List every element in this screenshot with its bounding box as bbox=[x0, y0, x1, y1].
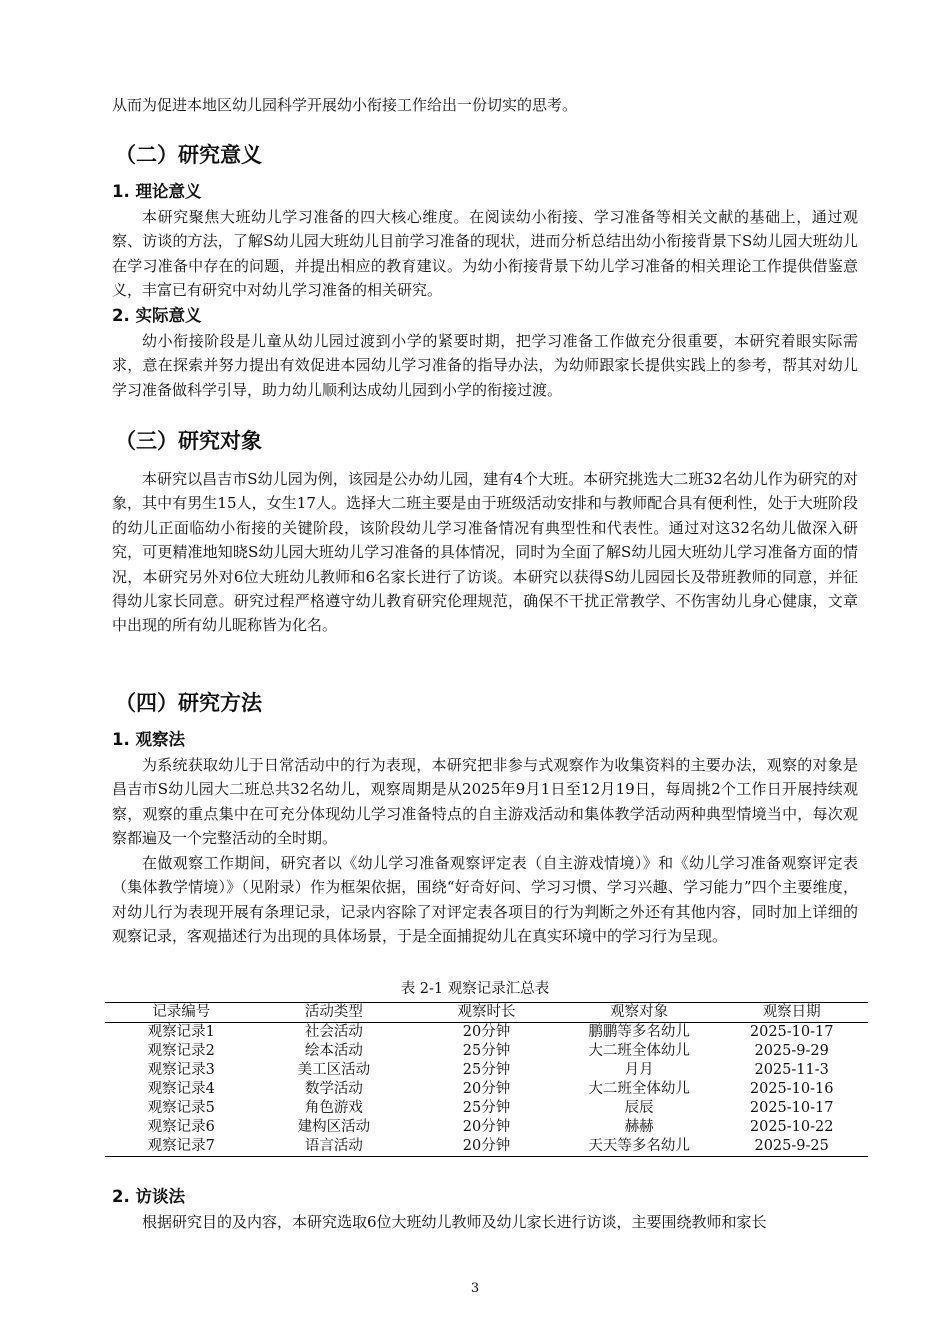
table-row bbox=[105, 1137, 868, 1157]
table-cell: 月月 bbox=[624, 1062, 654, 1078]
object-paragraph: 本研究以昌吉市S幼儿园为例，该园是公办幼儿园，建有4个大班。本研究挑选大二班32名幼儿作为研究的对象，其中有男生15人，女生17人。选择大二班主要是由于班级活动安排和与教师配合具有便利性，处于大班阶段的幼儿正面临幼小衔接的关键阶段，该阶段幼儿学习准备情况有典型性和代表性。通过对这32名幼儿做深入研究，可更精准地知晓S幼儿园大班幼儿学习准备的具体情况，同时为全面了解S幼儿园大班幼儿学习准备方面的情况，本研究另外对6位大班幼儿教师和6名家长进行了访谈。本研究以获得S幼儿园园长及带班教师的同意，并征得幼儿家长同意。研究过程严格遵守幼儿教育研究伦理规范，确保不干扰正常教学、不伤害幼儿身心健康，文章中出现的所有幼儿昵称皆为化名。 bbox=[112, 470, 858, 635]
observation-summary-table bbox=[105, 1002, 868, 1157]
column-header: 活动类型 bbox=[304, 1004, 363, 1020]
table-cell: 2025-10-17 bbox=[749, 1024, 834, 1040]
table-cell: 观察记录7 bbox=[147, 1138, 215, 1154]
table-cell: 观察记录1 bbox=[147, 1024, 215, 1040]
section-heading-object: （三）研究对象 bbox=[115, 429, 262, 453]
table-cell: 观察记录6 bbox=[147, 1119, 215, 1135]
table-cell: 25分钟 bbox=[462, 1062, 511, 1078]
table-cell: 辰辰 bbox=[624, 1100, 654, 1116]
subheading-practice: 2. 实际意义 bbox=[112, 306, 202, 325]
subheading-theory: 1. 理论意义 bbox=[112, 182, 202, 201]
table-row bbox=[105, 1023, 868, 1043]
column-header: 观察对象 bbox=[610, 1004, 669, 1020]
table-cell: 25分钟 bbox=[462, 1100, 511, 1116]
table-cell: 大二班全体幼儿 bbox=[588, 1043, 690, 1059]
page-number: 3 bbox=[470, 1281, 480, 1296]
table-cell: 角色游戏 bbox=[304, 1100, 363, 1116]
table-cell: 观察记录4 bbox=[147, 1081, 215, 1097]
table-caption: 表 2-1 观察记录汇总表 bbox=[400, 981, 550, 997]
table-cell: 2025-10-22 bbox=[749, 1119, 834, 1135]
table-cell: 2025-10-16 bbox=[749, 1081, 834, 1097]
table-row bbox=[105, 1042, 868, 1061]
table-cell: 2025-9-25 bbox=[754, 1138, 829, 1154]
interview-paragraph: 根据研究目的及内容，本研究选取6位大班幼儿教师及幼儿家长进行访谈，主要围绕教师和家长 bbox=[142, 1213, 767, 1231]
table-cell: 赫赫 bbox=[624, 1119, 654, 1135]
table-cell: 建构区活动 bbox=[297, 1119, 371, 1135]
table-cell: 2025-9-29 bbox=[754, 1043, 829, 1059]
table-cell: 鹏鹏等多名幼儿 bbox=[588, 1024, 690, 1040]
section-heading-significance: （二）研究意义 bbox=[115, 143, 262, 167]
observation-paragraph-1: 为系统获取幼儿于日常活动中的行为表现，本研究把非参与式观察作为收集资料的主要办法，观察的对象是昌吉市S幼儿园大二班总共32名幼儿，观察周期是从2025年9月1日至12月19日，每周挑2个工作日开展持续观察，观察的重点集中在可充分体现幼儿学习准备特点的自主游戏活动和集体教学活动两种典型情境当中，每次观察都遍及一个完整活动的全时期。 bbox=[112, 756, 858, 848]
table-row bbox=[105, 1118, 868, 1137]
table-cell: 20分钟 bbox=[462, 1138, 511, 1154]
observation-paragraph-2: 在做观察工作期间，研究者以《幼儿学习准备观察评定表（自主游戏情境）》和《幼儿学习准备观察评定表（集体教学情境）》（见附录）作为框架依据，围绕“好奇好问、学习习惯、学习兴趣、学习能力”四个主要维度，对幼儿行为表现开展有条理记录，记录内容除了对评定表各项目的行为判断之外还有其他内容，同时加上详细的观察记录，客观描述行为出现的具体场景，于是全面捕捉幼儿在真实环境中的学习行为呈现。 bbox=[112, 854, 858, 946]
intro-paragraph: 从而为促进本地区幼儿园科学开展幼小衔接工作给出一份切实的思考。 bbox=[112, 96, 578, 114]
column-header: 记录编号 bbox=[152, 1004, 211, 1020]
section-heading-method: （四）研究方法 bbox=[115, 691, 262, 715]
table-cell: 20分钟 bbox=[462, 1081, 511, 1097]
table-cell: 2025-10-17 bbox=[749, 1100, 834, 1116]
column-header: 观察时长 bbox=[457, 1004, 516, 1020]
table-cell: 25分钟 bbox=[462, 1043, 511, 1059]
table-cell: 数学活动 bbox=[304, 1081, 363, 1097]
theory-paragraph: 本研究聚焦大班幼儿学习准备的四大核心维度。在阅读幼小衔接、学习准备等相关文献的基础上，通过观察、访谈的方法，了解S幼儿园大班幼儿目前学习准备的现状，进而分析总结出幼小衔接背景下S幼儿园大班幼儿在学习准备中存在的问题，并提出相应的教育建议。为幼小衔接背景下幼儿学习准备的相关理论工作提供借鉴意义，丰富已有研究中对幼儿学习准备的相关研究。 bbox=[112, 208, 858, 300]
practice-paragraph: 幼小衔接阶段是儿童从幼儿园过渡到小学的紧要时期，把学习准备工作做充分很重要，本研究着眼实际需求，意在探索并努力提出有效促进本园幼儿学习准备的指导办法，为幼师跟家长提供实践上的参考，帮其对幼儿学习准备做科学引导，助力幼儿顺利达成幼儿园到小学的衔接过渡。 bbox=[112, 332, 858, 399]
table-header-row bbox=[105, 1003, 868, 1023]
table-cell: 社会活动 bbox=[304, 1024, 363, 1040]
subheading-observation: 1. 观察法 bbox=[112, 730, 185, 749]
table-cell: 观察记录2 bbox=[147, 1043, 215, 1059]
table-cell: 美工区活动 bbox=[297, 1062, 371, 1078]
table-cell: 观察记录3 bbox=[147, 1062, 215, 1078]
column-header: 观察日期 bbox=[762, 1004, 821, 1020]
table-row bbox=[105, 1080, 868, 1099]
table-cell: 20分钟 bbox=[462, 1024, 511, 1040]
table-row bbox=[105, 1061, 868, 1080]
table-row bbox=[105, 1099, 868, 1118]
subheading-interview: 2. 访谈法 bbox=[112, 1187, 185, 1206]
table-cell: 大二班全体幼儿 bbox=[588, 1081, 690, 1097]
table-cell: 20分钟 bbox=[462, 1119, 511, 1135]
table-cell: 2025-11-3 bbox=[754, 1062, 829, 1078]
table-cell: 天天等多名幼儿 bbox=[588, 1138, 690, 1154]
table-cell: 观察记录5 bbox=[147, 1100, 215, 1116]
table-cell: 语言活动 bbox=[304, 1138, 363, 1154]
table-cell: 绘本活动 bbox=[304, 1043, 363, 1059]
